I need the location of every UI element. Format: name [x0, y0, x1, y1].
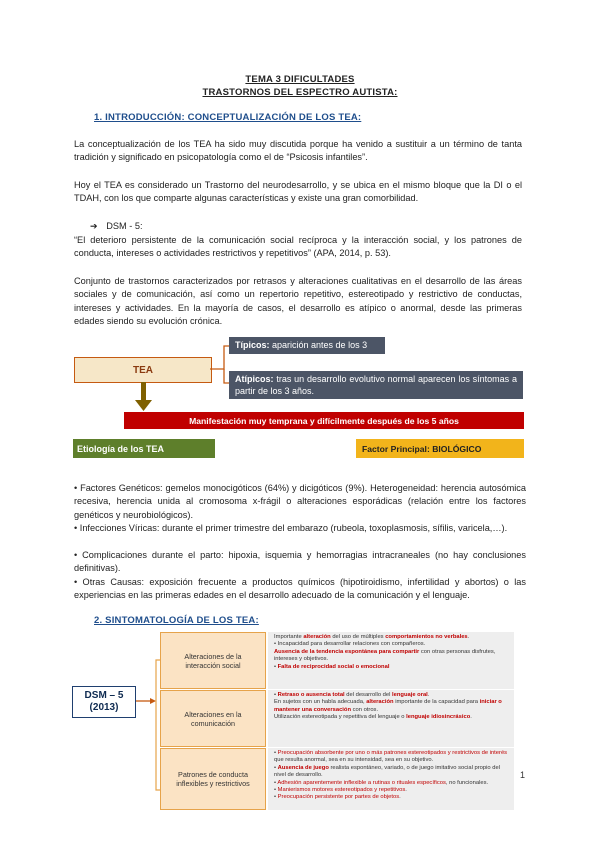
dsm5-label: DSM - 5: — [106, 221, 143, 231]
intro-paragraph-2: Hoy el TEA es considerado un Trastorno del neurodesarrollo, y se ubica en el mismo bloque que la DI o el TDAH, con los que comparte algunas características y existe una gran comorbilidad. — [74, 180, 522, 204]
atipicos-text: tras un desarrollo evolutivo normal aparecen los síntomas a partir de los 3 años. — [235, 374, 517, 396]
dsm5-box-line2: (2013) — [89, 702, 119, 713]
doc-title-line1: TEMA 3 DIFICULTADES — [245, 74, 355, 85]
category-comunicacion: Alteraciones en la comunicación — [160, 690, 266, 747]
detail-line: • Manierismos motores estereotipados y repetitivos. — [274, 787, 407, 794]
detail-line: Importante alteración del uso de múltiples comportamientos no verbales. — [274, 634, 470, 640]
detail-line: En sujetos con un habla adecuada, alteración importante de la capacidad para iniciar o mantener una conversación con otros. — [274, 699, 502, 713]
factor-genetic: • Factores Genéticos: gemelos monocigóticos (64%) y dicigóticos (9%). Heterogeneidad: herencia autosómica recesiva, herencia unida al cromosoma x-frágil o alteraciones esporádicas (relación entre los factores genéticos y neurobiológicos). — [74, 483, 526, 520]
right-arrow-icon: ➔ — [90, 221, 98, 231]
intro-paragraph-1: La conceptualización de los TEA ha sido muy discutida porque ha venido a sustituir a un término de tanta tradición y significado en psicopatología como el de “Psicosis infantiles”. — [74, 139, 522, 163]
factor-other: • Otras Causas: exposición frecuente a productos químicos (hipotiroidismo, infertilidad y abortos) o las experiencias en las primeras edades en el desarrollo adecuado de la comunicación y el lenguaje. — [74, 577, 526, 601]
intro-paragraph-3: Conjunto de trastornos caracterizados por retrasos y alteraciones cualitativas en el desarrollo de las áreas sociales y de comunicación, así como un repertorio repetitivo, estereotipado y restrictivo de conductas, intereses y actividades. En la mayoría de casos, el desarrollo es atípico o anormal, desde las primeras edades siendo su evolución crónica. — [74, 276, 522, 326]
doc-title-line2: TRASTORNOS DEL ESPECTRO AUTISTA: — [202, 87, 398, 98]
page-number: 1 — [520, 770, 526, 780]
detail-interaccion — [268, 632, 514, 689]
dsm5-quote: “El deterioro persistente de la comunicación social recíproca y la interacción social, y los patrones de conducta, intereses o actividades restrictivos y repetitivos” (APA, 2014, p. 53). — [74, 235, 522, 259]
factor-principal-bar: Factor Principal: BIOLÓGICO — [356, 439, 524, 458]
tipicos-text: aparición antes de los 3 años. — [235, 340, 368, 367]
detail-line: Ausencia de la tendencia espontánea para compartir con otras personas disfrutes, intereses y objetivos. — [274, 648, 496, 663]
tea-box: TEA — [74, 357, 212, 383]
category-interaccion: Alteraciones de la interacción social — [160, 632, 266, 689]
etiologia-bar: Etiología de los TEA — [73, 439, 215, 458]
section2-heading: 2. SINTOMATOLOGÍA DE LOS TEA: — [94, 615, 259, 626]
atipicos-label: Atípicos: — [235, 374, 274, 384]
dsm-arrow-head — [150, 698, 156, 704]
section1-heading: 1. INTRODUCCIÓN: CONCEPTUALIZACIÓN DE LOS TEA: — [94, 112, 362, 123]
detail-comunicacion — [268, 690, 514, 747]
detail-line: • Preocupación absorbente por uno o más patrones estereotipados y restrictivos de interés que resulta anormal, sea en su intensidad, sea en su objetivo. — [274, 750, 508, 764]
detail-line: • Ausencia de juego realista espontáneo, variado, o de juego imitativo social propio del nivel de desarrollo. — [274, 764, 500, 779]
manifestacion-bar: Manifestación muy temprana y difícilmente después de los 5 años — [124, 412, 524, 429]
detail-line: • Preocupación persistente por partes de objetos. — [274, 794, 401, 801]
detail-line: Utilización estereotipada y repetitiva del lenguaje o lenguaje idiosincrásico. — [274, 714, 472, 721]
dsm5-box-line1: DSM – 5 — [84, 690, 124, 701]
detail-line: • Retraso o ausencia total del desarrollo del lenguaje oral. — [274, 692, 430, 698]
category-conducta: Patrones de conducta inflexibles y restrictivos — [160, 748, 266, 810]
detail-line: • Incapacidad para desarrollar relaciones con compañeros. — [274, 641, 426, 648]
detail-line: • Falta de reciprocidad social o emocional — [274, 663, 390, 670]
detail-conducta — [268, 748, 514, 810]
tipicos-label: Típicos: — [235, 340, 270, 350]
detail-line: • Adhesión aparentemente inflexible a rutinas o rituales específicos, no funcionales. — [274, 779, 489, 786]
factor-delivery: • Complicaciones durante el parto: hipoxia, isquemia y hemorragias intracraneales (no hay conclusiones definitivas). — [74, 550, 526, 574]
factor-viral: • Infecciones Víricas: durante el primer trimestre del embarazo (rubeola, toxoplasmosis, sífilis, varicela,…). — [74, 523, 508, 533]
